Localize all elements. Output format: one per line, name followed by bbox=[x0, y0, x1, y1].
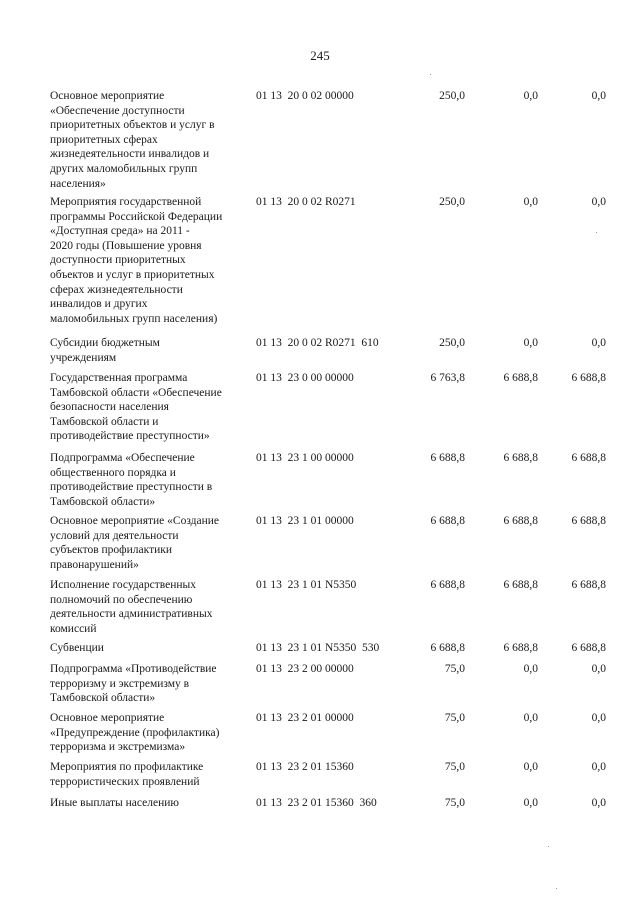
row-name: Субвенции bbox=[50, 642, 104, 654]
row-value-2: 0,0 bbox=[523, 712, 538, 724]
row-value-3: 0,0 bbox=[591, 663, 606, 675]
row-value-3: 6 688,8 bbox=[571, 642, 606, 654]
row-value-1: 75,0 bbox=[444, 712, 465, 724]
row-value-1: 6 688,8 bbox=[430, 642, 465, 654]
row-name: Иные выплаты населению bbox=[50, 797, 179, 809]
row-value-3: 6 688,8 bbox=[571, 372, 606, 384]
row-value-1: 6 688,8 bbox=[430, 579, 465, 591]
row-value-2: 6 688,8 bbox=[503, 372, 538, 384]
row-name: Мероприятия по профилактике террористических проявлений bbox=[50, 761, 204, 788]
row-value-2: 0,0 bbox=[523, 797, 538, 809]
row-value-2: 0,0 bbox=[523, 196, 538, 208]
row-name: Исполнение государственных полномочий по обеспечению деятельности административных комиссий bbox=[50, 579, 213, 635]
row-value-3: 6 688,8 bbox=[571, 452, 606, 464]
row-value-3: 0,0 bbox=[591, 797, 606, 809]
row-name: Основное мероприятие «Создание условий для деятельности субъектов профилактики правонарушений» bbox=[50, 515, 220, 571]
row-code: 01 13 23 1 01 N5350 bbox=[256, 579, 357, 591]
scan-speck bbox=[556, 888, 557, 889]
row-value-3: 0,0 bbox=[591, 712, 606, 724]
row-name: Мероприятия государственной программы Российской Федерации «Доступная среда» на 2011 - 2020 годы (Повышение уровня доступности приоритетных объектов и услуг в приоритетных сферах жизнедеятельности инвалидов и других маломобильных групп населения) bbox=[50, 196, 223, 325]
row-value-2: 0,0 bbox=[523, 663, 538, 675]
row-value-2: 6 688,8 bbox=[503, 579, 538, 591]
scan-speck bbox=[596, 232, 597, 233]
row-code: 01 13 23 0 00 00000 bbox=[256, 372, 354, 384]
row-code: 01 13 20 0 02 00000 bbox=[256, 90, 354, 102]
row-code: 01 13 23 1 01 N5350 530 bbox=[256, 642, 380, 654]
row-value-1: 250,0 bbox=[439, 337, 465, 349]
row-code: 01 13 23 2 00 00000 bbox=[256, 663, 354, 675]
page-number: 245 bbox=[310, 48, 330, 63]
scan-speck bbox=[548, 846, 549, 847]
row-value-1: 6 688,8 bbox=[430, 452, 465, 464]
row-code: 01 13 20 0 02 R0271 bbox=[256, 196, 356, 208]
row-code: 01 13 23 1 00 00000 bbox=[256, 452, 354, 464]
row-code: 01 13 23 2 01 15360 360 bbox=[256, 797, 377, 809]
row-value-1: 250,0 bbox=[439, 196, 465, 208]
row-value-1: 75,0 bbox=[444, 797, 465, 809]
row-code: 01 13 23 1 01 00000 bbox=[256, 515, 354, 527]
row-value-2: 0,0 bbox=[523, 90, 538, 102]
row-value-3: 0,0 bbox=[591, 761, 606, 773]
row-name: Основное мероприятие «Обеспечение доступности приоритетных объектов и услуг в приоритетных сферах жизнедеятельности инвалидов и других маломобильных групп населения» bbox=[50, 90, 215, 190]
row-value-2: 6 688,8 bbox=[503, 452, 538, 464]
row-value-3: 6 688,8 bbox=[571, 515, 606, 527]
row-value-1: 75,0 bbox=[444, 663, 465, 675]
row-value-3: 0,0 bbox=[591, 337, 606, 349]
row-value-1: 6 688,8 bbox=[430, 515, 465, 527]
row-value-3: 0,0 bbox=[591, 90, 606, 102]
row-value-3: 0,0 bbox=[591, 196, 606, 208]
row-name: Подпрограмма «Противодействие терроризму и экстремизму в Тамбовской области» bbox=[50, 663, 217, 705]
row-value-3: 6 688,8 bbox=[571, 579, 606, 591]
row-name: Основное мероприятие «Предупреждение (профилактика) терроризма и экстремизма» bbox=[50, 712, 220, 754]
row-name: Подпрограмма «Обеспечение общественного порядка и противодействие преступности в Тамбовской области» bbox=[50, 452, 213, 508]
row-code: 01 13 23 2 01 15360 bbox=[256, 761, 354, 773]
row-value-1: 250,0 bbox=[439, 90, 465, 102]
row-value-1: 6 763,8 bbox=[430, 372, 465, 384]
row-name: Государственная программа Тамбовской области «Обеспечение безопасности населения Тамбовской области и противодействие преступности» bbox=[50, 372, 222, 443]
row-value-2: 6 688,8 bbox=[503, 515, 538, 527]
scan-speck bbox=[430, 74, 431, 75]
row-value-2: 0,0 bbox=[523, 761, 538, 773]
row-name: Субсидии бюджетным учреждениям bbox=[50, 337, 160, 364]
row-value-1: 75,0 bbox=[444, 761, 465, 773]
row-value-2: 0,0 bbox=[523, 337, 538, 349]
row-code: 01 13 23 2 01 00000 bbox=[256, 712, 354, 724]
row-code: 01 13 20 0 02 R0271 610 bbox=[256, 337, 379, 349]
row-value-2: 6 688,8 bbox=[503, 642, 538, 654]
